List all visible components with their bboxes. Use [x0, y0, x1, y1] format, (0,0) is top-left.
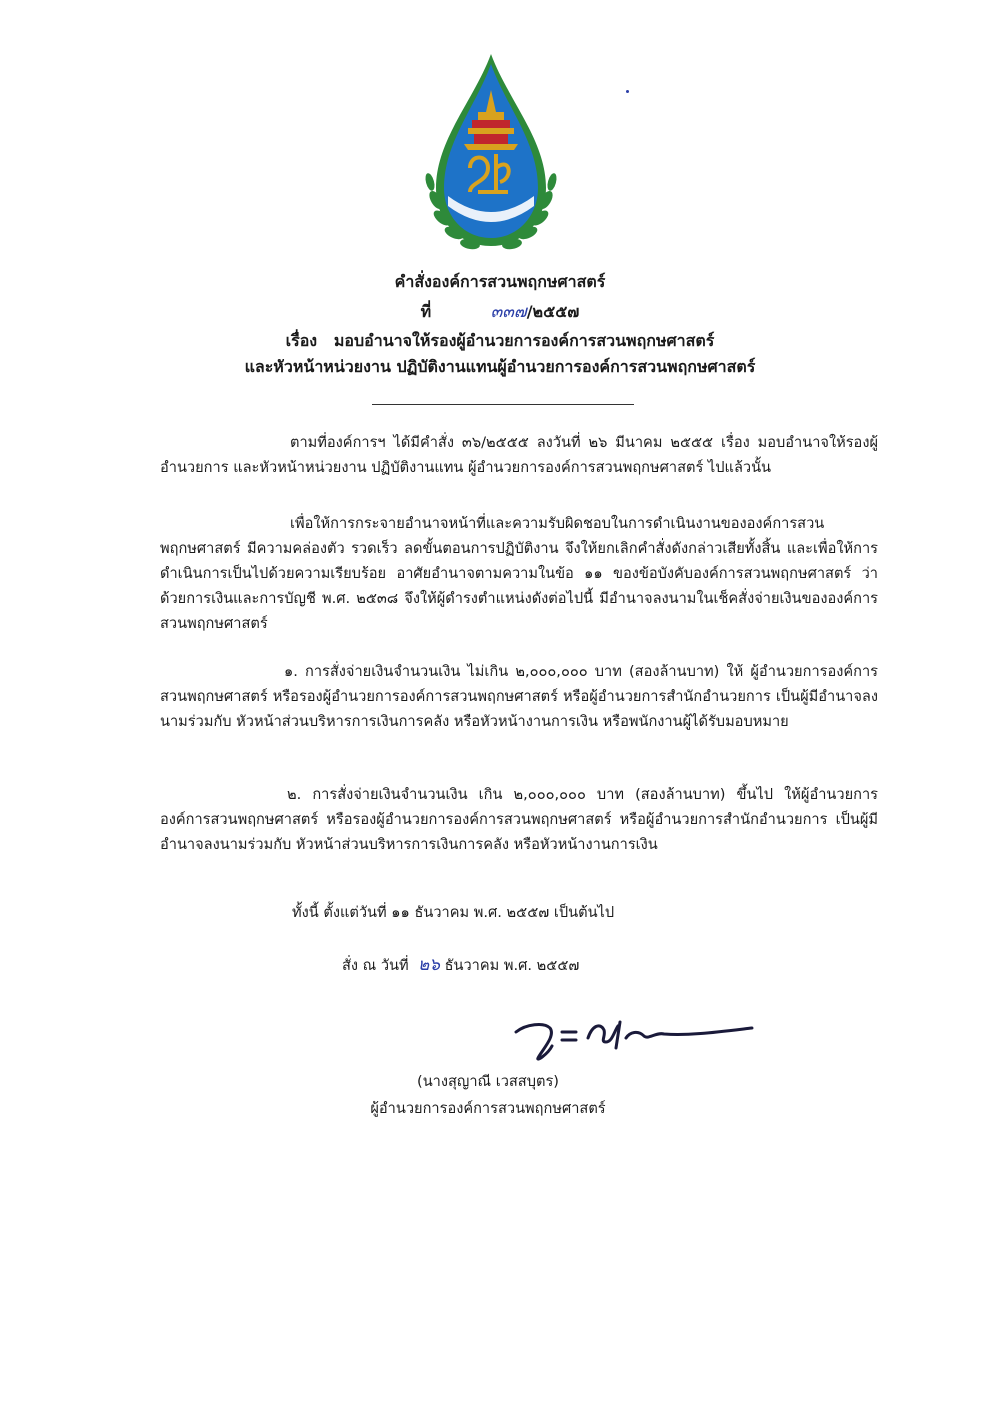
order-number [0, 301, 1000, 323]
order-title: คำสั่งองค์การสวนพฤกษศาสตร์ [394, 272, 606, 291]
subject-line-1: มอบอำนาจให้รองผู้อำนวยการองค์การสวนพฤกษศาสตร์ [333, 331, 715, 350]
order-number-label: ที่ [420, 302, 432, 321]
paragraph-background: ตามที่องค์การฯ ได้มีคำสั่ง ๓๖/๒๕๕๕ ลงวันที่ ๒๖ มีนาคม ๒๕๕๕ เรื่อง มอบอำนาจให้รองผู้อำนวยการ และหัวหน้าหน่วยงาน ปฏิบัติงานแทน ผู้อำนวยการองค์การสวนพฤกษศาสตร์ ไปแล้วนั้น [160, 434, 878, 476]
ink-dot [626, 90, 629, 93]
order-number-suffix: /๒๕๕๗ [526, 302, 580, 321]
order-date-day-handwritten: ๒๖ [417, 955, 440, 975]
effective-date: ทั้งนี้ ตั้งแต่วันที่ ๑๑ ธันวาคม พ.ศ. ๒๕๕๗ เป็นต้นไป [292, 904, 615, 921]
paragraph-item-2: ๒. การสั่งจ่ายเงินจำนวนเงิน เกิน ๒,๐๐๐,๐๐๐ บาท (สองล้านบาท) ขึ้นไป ให้ผู้อำนวยการองค์การสวนพฤกษศาสตร์ หรือรองผู้อำนวยการองค์การสวนพฤกษศาสตร์ หรือผู้อำนวยการสำนักอำนวยการ เป็นผู้มีอำนาจลงนามร่วมกับ หัวหน้าส่วนบริหารการเงินการคลัง หรือหัวหน้างานการเงิน [160, 786, 878, 853]
organization-logo [418, 50, 564, 262]
order-subject [0, 330, 1000, 352]
paragraph-purpose: เพื่อให้การกระจายอำนาจหน้าที่และความรับผิดชอบในการดำเนินงานขององค์การสวนพฤกษศาสตร์ มีความคล่องตัว รวดเร็ว ลดขั้นตอนการปฏิบัติงาน จึงให้ยกเลิกคำสั่งดังกล่าวเสียทั้งสิ้น และเพื่อให้การดำเนินการเป็นไปด้วยความเรียบร้อย อาศัยอำนาจตามความในข้อ ๑๑ ของข้อบังคับองค์การสวนพฤกษศาสตร์ ว่าด้วยการเงินและการบัญชี พ.ศ. ๒๕๓๘ จึงให้ผู้ดำรงตำแหน่งดังต่อไปนี้ มีอำนาจลงนามในเช็คสั่งจ่ายเงินขององค์การสวนพฤกษศาสตร์ [160, 515, 878, 632]
order-date-suffix: ธันวาคม พ.ศ. ๒๕๕๗ [444, 957, 580, 974]
order-number-handwritten: ๓๓๗ [490, 302, 527, 322]
heading-divider [372, 404, 634, 405]
subject-line-2: และหัวหน้าหน่วยงาน ปฏิบัติงานแทนผู้อำนวยการองค์การสวนพฤกษศาสตร์ [244, 357, 756, 376]
signer-position: ผู้อำนวยการองค์การสวนพฤกษศาสตร์ [370, 1100, 606, 1117]
subject-label: เรื่อง [285, 331, 318, 350]
paragraph-item-1: ๑. การสั่งจ่ายเงินจำนวนเงิน ไม่เกิน ๒,๐๐๐,๐๐๐ บาท (สองล้านบาท) ให้ ผู้อำนวยการองค์การสวนพฤกษศาสตร์ หรือรองผู้อำนวยการองค์การสวนพฤกษศาสตร์ หรือผู้อำนวยการสำนักอำนวยการ เป็นผู้มีอำนาจลงนามร่วมกับ หัวหน้าส่วนบริหารการเงินการคลัง หรือหัวหน้างานการเงิน หรือพนักงานผู้ได้รับมอบหมาย [160, 663, 878, 730]
order-date-prefix: สั่ง ณ วันที่ [342, 957, 409, 974]
handwritten-signature [508, 1002, 756, 1064]
order-date [342, 953, 579, 978]
signer-name: (นางสุญาณี เวสสบุตร) [417, 1073, 559, 1090]
